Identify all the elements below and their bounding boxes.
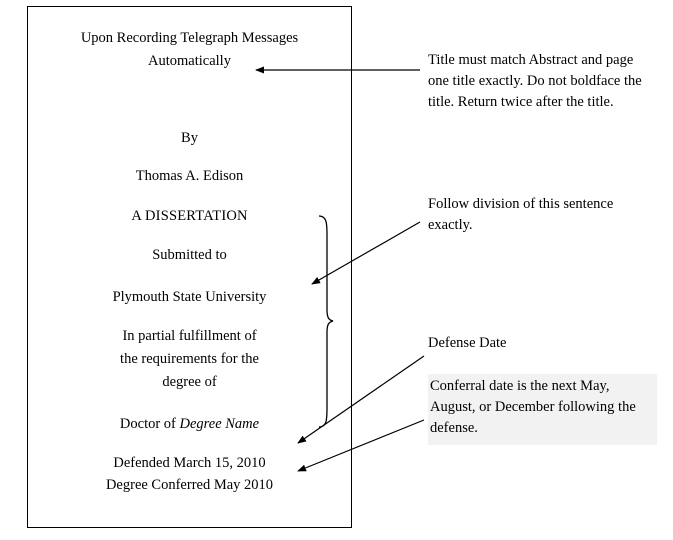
conferral-date-line: Degree Conferred May 2010 (105, 477, 274, 493)
institution-name: Plymouth State University (112, 289, 267, 305)
fulfillment-line-3: degree of (162, 374, 217, 390)
document-type-label: A DISSERTATION (131, 208, 248, 224)
degree-name-placeholder: Degree Name (179, 416, 260, 432)
annotation-title-note: Title must match Abstract and page one title exactly. Do not boldface the title. Return twice after the title. (428, 52, 642, 111)
annotation-division-note: Follow division of this sentence exactly. (428, 196, 614, 234)
dissertation-title-line-2: Automatically (148, 53, 231, 69)
degree-prefix: Doctor of (119, 416, 180, 432)
fulfillment-line-2: the requirements for the (120, 351, 259, 367)
annotation-defense-date-label: Defense Date (428, 335, 507, 351)
by-label: By (181, 130, 198, 146)
degree-line (28, 415, 351, 433)
submitted-to-label: Submitted to (152, 247, 227, 263)
annotation-conferral-note: Conferral date is the next May, August, or December following the defense. (428, 374, 657, 445)
defense-date-line: Defended March 15, 2010 (113, 455, 266, 471)
author-name: Thomas A. Edison (135, 168, 244, 184)
fulfillment-line-1: In partial fulfillment of (122, 328, 257, 344)
dissertation-title-line-1: Upon Recording Telegraph Messages (80, 30, 299, 46)
title-page-box (27, 6, 352, 528)
